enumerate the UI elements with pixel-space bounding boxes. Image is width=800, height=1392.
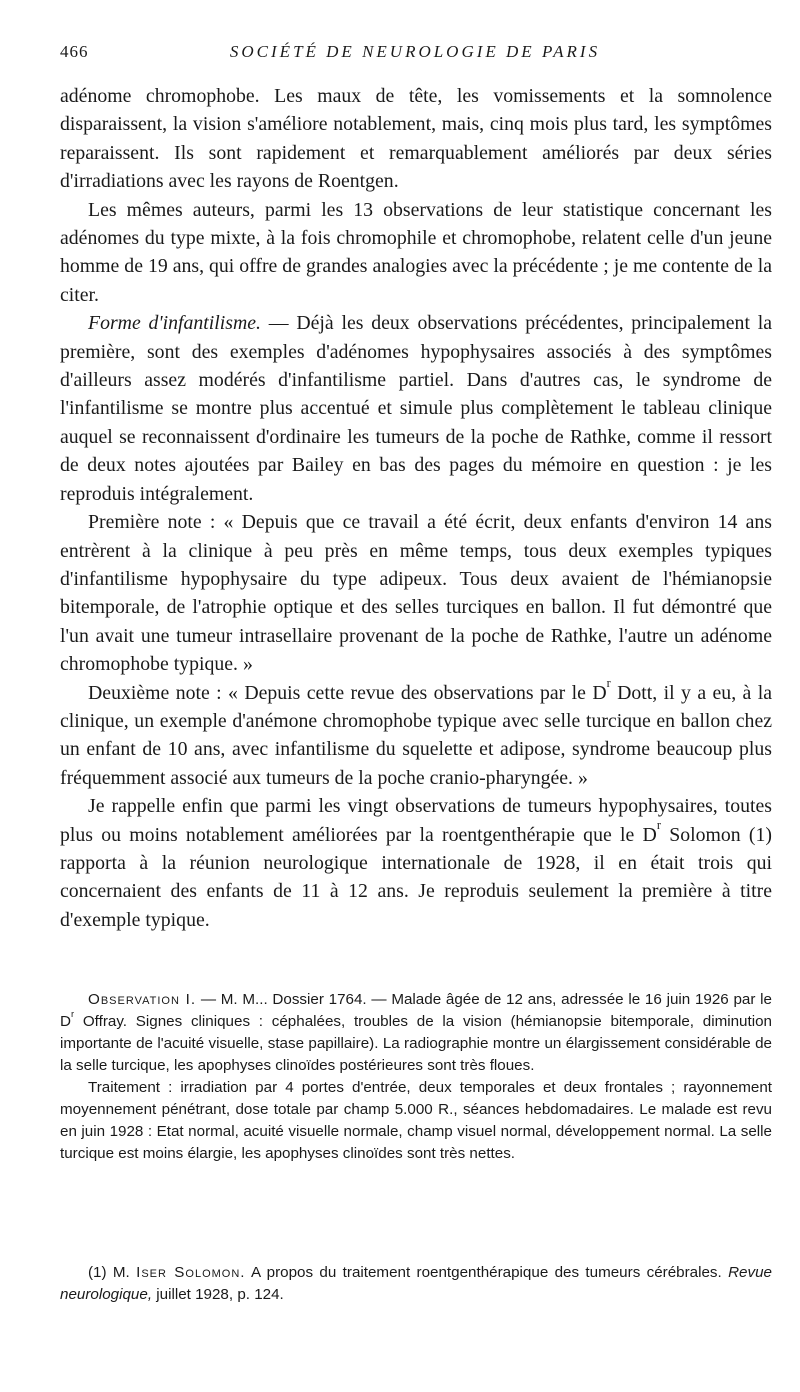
paragraph-2: Les mêmes auteurs, parmi les 13 observations de leur statistique concernant les adénomes du type mixte, à la fois chromophile et chromophobe, relatent celle d'un jeune homme de 19 ans, qui offre de grandes analogies avec la précédente ; je me contente de la citer. xyxy=(60,198,772,306)
page-header xyxy=(60,42,770,72)
paragraph-3-text: — Déjà les deux observations précédentes, principalement la première, sont des exemples d'adénomes hypophysaires associés à des symptômes d'ailleurs assez modérés d'infantilisme partiel. Dans d'autres cas, le syndrome de l'infantilisme se montre plus accentué et simule plus complètement le tableau clinique auquel se reconnaissent d'ordinaire les tumeurs de la poche de Rathke, comme il ressort de deux notes ajoutées par Bailey en bas des pages du mémoire en question : je les reproduis intégralement. xyxy=(60,312,772,505)
footnote: (1) M. Iser Solomon. A propos du traitement roentgenthérapique des tumeurs cérébrales. Revue neurologique, juillet 1928, p. 124. xyxy=(60,1264,772,1303)
observation-label: Observation I. xyxy=(88,991,197,1008)
footnote-journal: Revue neurologique, xyxy=(60,1264,772,1303)
section-heading: Forme d'infantilisme. xyxy=(88,312,261,335)
observation-paragraph-1: Observation I. — M. M... Dossier 1764. — Malade âgée de 12 ans, adressée le 16 juin 1926 par le $D^r$ Offray. Signes cliniques : céphalées, troubles de la vision (hémianopsie bitemporale, diminution importante de l'acuité visuelle, stase papillaire). La radiographie montre un élargissement considérable de la selle turcique, les apophyses clinoïdes postérieures sont très floues. xyxy=(60,991,772,1074)
observation-paragraph-2: Traitement : irradiation par 4 portes d'entrée, deux temporales et deux frontales ; rayonnement moyennement pénétrant, dose totale par champ 5.000 R., séances hebdomadaires. Le malade est revu en juin 1928 : Etat normal, acuité visuelle normale, champ visuel normal, développement normal. La selle turcique est moins élargie, les apophyses clinoïdes sont très nettes. xyxy=(60,1079,772,1162)
main-text xyxy=(60,82,772,934)
paragraph-3 xyxy=(60,309,772,508)
paragraph-4: Première note : « Depuis que ce travail a été écrit, deux enfants d'environ 14 ans entrèrent à la clinique à peu près en même temps, tous deux exemples typiques d'infantilisme hypophysaire du type adipeux. Tous deux avaient de l'hémianopsie bitemporale, de l'atrophie optique et des selles turciques en ballon. Il fut démontré que l'un avait une tumeur intrasellaire provenant de la poche de Rathke, l'autre un adénome chromophobe typique. » xyxy=(60,511,772,676)
paragraph-1: adénome chromophobe. Les maux de tête, les vomissements et la somnolence disparaissent, la vision s'améliore notablement, mais, cinq mois plus tard, les symptômes reparaissent. Ils sont rapidement et remarquablement améliorés par deux séries d'irradiations avec les rayons de Roentgen. xyxy=(60,85,772,193)
paragraph-5: Deuxième note : « Depuis cette revue des observations par le $D^r$ Dott, il y a eu, à la clinique, un exemple d'anémone chromophobe typique avec selle turcique en ballon chez un enfant de 10 ans, avec infantilisme du squelette et adipose, syndrome beaucoup plus fréquemment associé aux tumeurs de la poche cranio-pharyngée. » xyxy=(60,675,772,789)
page-number: 466 xyxy=(60,42,89,61)
observation-block xyxy=(60,989,772,1165)
footnote-author: Iser Solomon. xyxy=(136,1264,246,1281)
paragraph-6: Je rappelle enfin que parmi les vingt observations de tumeurs hypophysaires, toutes plus ou moins notablement améliorées par la roentgenthérapie que le $D^r$ Solomon (1) rapporta à la réunion neurologique internationale de 1928, il en était trois qui concernaient des enfants de 11 à 12 ans. Je reproduis seulement la première à titre d'exemple typique. xyxy=(60,795,772,931)
running-title: SOCIÉTÉ DE NEUROLOGIE DE PARIS xyxy=(229,42,601,61)
